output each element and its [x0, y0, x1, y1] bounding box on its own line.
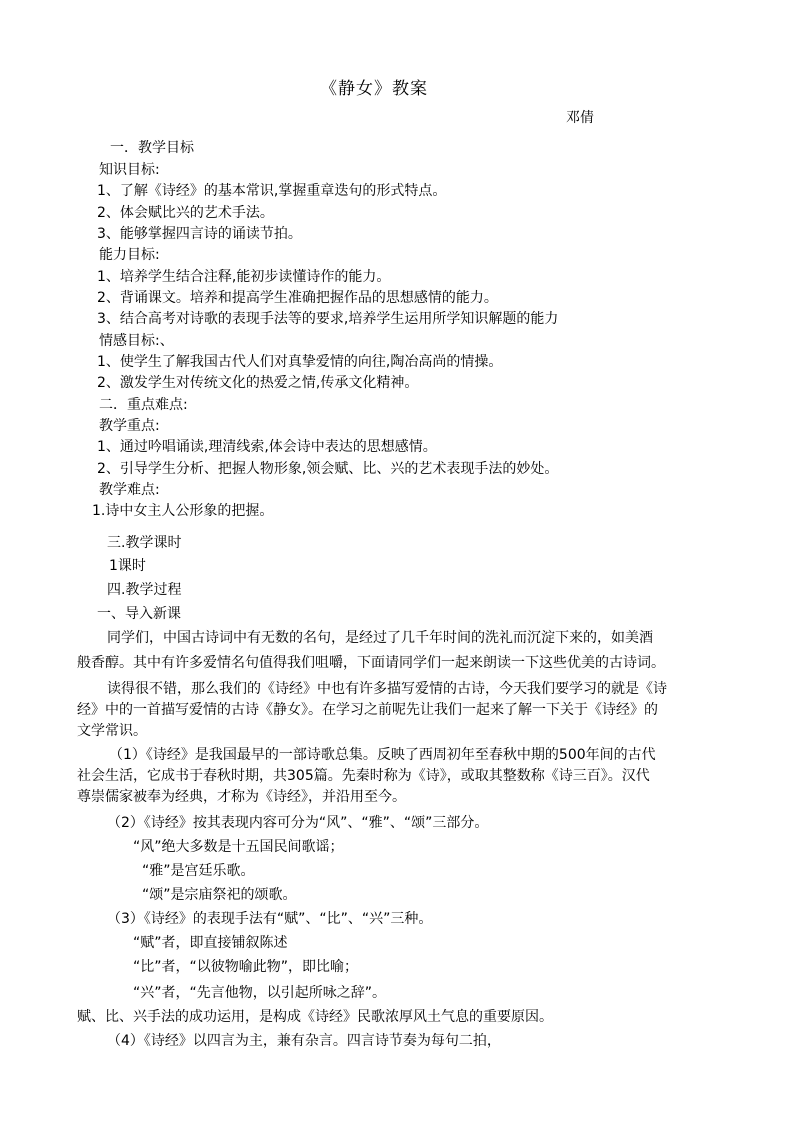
paragraph-line: 尊崇儒家被奉为经典，才称为《诗经》，并沿用至今。	[77, 789, 406, 805]
paragraph-line: 社会生活，它成书于春秋时期，共305篇。先秦时称为《诗》，或取其整数称《诗三百》。汉代	[77, 768, 650, 784]
paragraph-line: 读得很不错，那么我们的《诗经》中也有许多描写爱情的古诗，今天我们要学习的就是《诗	[107, 681, 667, 697]
paragraph-line: 同学们，中国古诗词中有无数的名句，是经过了几千年时间的洗礼而沉淀下来的，如美酒	[107, 630, 653, 646]
paragraph-line: （2）《诗经》按其表现内容可分为“风”、“雅”、“颂”三部分。	[107, 815, 489, 831]
paragraph-line: “雅”是宫廷乐歌。	[142, 863, 255, 879]
list-item: 2、背诵课文。培养和提高学生准确把握作品的思想感情的能力。	[97, 290, 498, 306]
paragraph-line: “风”绝大多数是十五国民间歌谣；	[133, 839, 344, 855]
list-item: 3、结合高考对诗歌的表现手法等的要求,培养学生运用所学知识解题的能力	[97, 311, 559, 327]
paragraph-line: “赋”者，即直接铺叙陈述	[133, 935, 288, 951]
paragraph-line: （1）《诗经》是我国最早的一部诗歌总集。反映了西周初年至春秋中期的500年间的古代	[109, 747, 656, 763]
list-item: 2、激发学生对传统文化的热爱之情,传承文化精神。	[97, 375, 419, 391]
subheading-difficulty: 教学难点:	[99, 482, 160, 498]
paragraph-line: 文学常识。	[77, 723, 147, 739]
list-item: 2、体会赋比兴的艺术手法。	[97, 205, 274, 221]
list-item: 1、使学生了解我国古代人们对真挚爱情的向往,陶冶高尚的情操。	[97, 354, 503, 370]
paragraph-line: “颂”是宗庙祭祀的颂歌。	[142, 887, 297, 903]
paragraph-line: 经》中的一首描写爱情的古诗《静女》。在学习之前呢先让我们一起来了解一下关于《诗经》的	[77, 702, 658, 718]
list-item: 2、引导学生分析、把握人物形象,领会赋、比、兴的艺术表现手法的妙处。	[97, 461, 559, 477]
page-title: 《静女》教案	[320, 79, 428, 99]
list-item: 1、培养学生结合注释,能初步读懂诗作的能力。	[97, 269, 391, 285]
section-heading-3: 三.教学课时	[107, 535, 182, 551]
subheading-knowledge: 知识目标:	[99, 162, 160, 178]
paragraph-line: （3）《诗经》的表现手法有“赋”、“比”、“兴”三种。	[107, 911, 433, 927]
subheading-ability: 能力目标:	[99, 247, 160, 263]
paragraph-line: “兴”者，“先言他物，以引起所咏之辞”。	[133, 985, 387, 1001]
step-heading: 一、导入新课	[97, 606, 181, 622]
author-name: 邓倩	[566, 110, 594, 126]
subheading-emotion: 情感目标:、	[99, 333, 174, 349]
section-heading-4: 四.教学过程	[107, 582, 182, 598]
paragraph-line: 般香醇。其中有许多爱情名句值得我们咀嚼，下面请同学们一起来朗读一下这些优美的古诗词。	[77, 655, 665, 671]
list-item: 3、能够掌握四言诗的诵读节拍。	[97, 226, 302, 242]
section-heading-1: 一．教学目标	[110, 140, 194, 156]
paragraph-line: 赋、比、兴手法的成功运用，是构成《诗经》民歌浓厚风土气息的重要原因。	[77, 1009, 553, 1025]
list-item: 1、了解《诗经》的基本常识,掌握重章迭句的形式特点。	[97, 183, 447, 199]
section-body: 1课时	[109, 558, 146, 574]
subheading-key: 教学重点:	[99, 418, 160, 434]
paragraph-line: （4）《诗经》以四言为主，兼有杂言。四言诗节奏为每句二拍，	[107, 1033, 501, 1049]
list-item: 1、通过吟唱诵读,理清线索,体会诗中表达的思想感情。	[97, 439, 437, 455]
section-heading-2: 二．重点难点:	[99, 397, 188, 413]
paragraph-line: “比”者，“以彼物喻此物”，即比喻；	[133, 959, 359, 975]
list-item: 1.诗中女主人公形象的把握。	[92, 503, 274, 519]
